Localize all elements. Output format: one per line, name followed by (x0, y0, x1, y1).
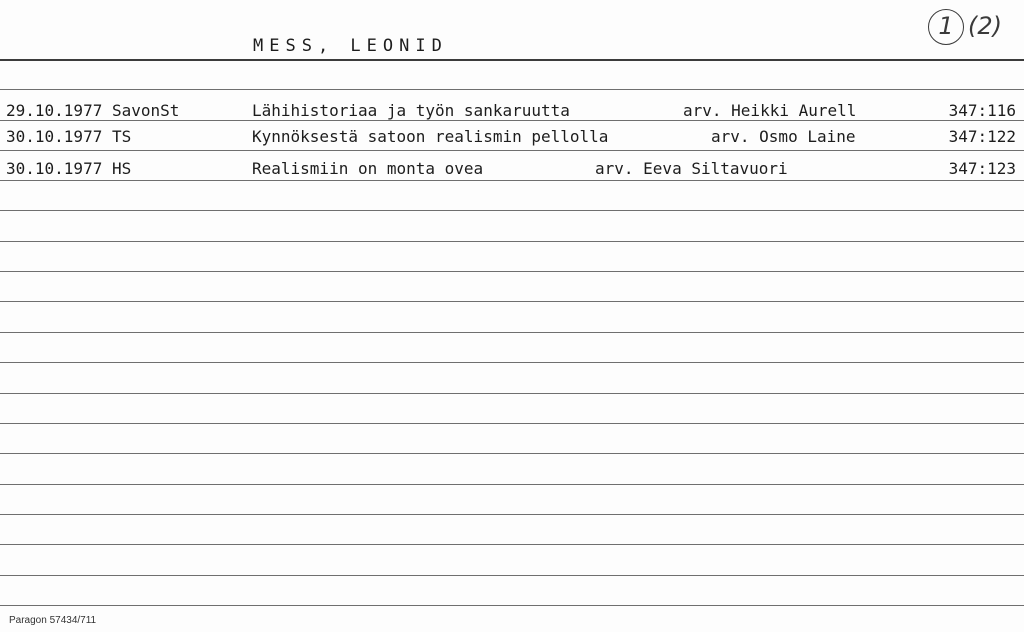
ruled-line (0, 332, 1024, 333)
ruled-line (0, 271, 1024, 272)
card-heading-name: MESS, LEONID (253, 36, 448, 56)
entry-source: HS (111, 159, 132, 178)
entry-date-source (6, 127, 131, 146)
entry-source: TS (111, 127, 132, 146)
entry-code: 347:123 (948, 159, 1016, 178)
ruled-line (0, 210, 1024, 211)
header-rule (0, 59, 1024, 61)
ruled-line (0, 544, 1024, 545)
ruled-line (0, 605, 1024, 606)
entry-code: 347:122 (948, 127, 1016, 146)
ruled-line (0, 575, 1024, 576)
entry-row (0, 159, 1024, 183)
entry-source: SavonSt (111, 101, 180, 120)
entry-date: 30.10.1977 (6, 159, 103, 178)
entry-date-source (6, 159, 131, 178)
entry-reviewer: arv. Heikki Aurell (683, 101, 857, 120)
entry-date: 29.10.1977 (6, 101, 103, 120)
entry-row (0, 127, 1024, 151)
entry-title: Realismiin on monta ovea (252, 159, 484, 178)
ruled-line (0, 241, 1024, 242)
ruled-line (0, 453, 1024, 454)
entry-title: Lähihistoriaa ja työn sankaruutta (252, 101, 570, 120)
ruled-line (0, 393, 1024, 394)
ruled-line (0, 514, 1024, 515)
entry-date: 30.10.1977 (6, 127, 103, 146)
entry-title: Kynnöksestä satoon realismin pellolla (252, 127, 609, 146)
printer-imprint: Paragon 57434/711 (9, 615, 97, 626)
ruled-line (0, 423, 1024, 424)
entry-reviewer: arv. Eeva Siltavuori (595, 159, 788, 178)
ruled-line (0, 362, 1024, 363)
ruled-line (0, 301, 1024, 302)
entry-reviewer: arv. Osmo Laine (711, 127, 856, 146)
ruled-line (0, 89, 1024, 90)
ruled-line (0, 484, 1024, 485)
other-page-number: (2) (968, 12, 1002, 40)
entry-row (0, 101, 1024, 125)
entry-code: 347:116 (948, 101, 1016, 120)
entry-date-source (6, 101, 179, 120)
current-page-number: 1 (928, 9, 964, 45)
page-number-marks (924, 6, 1019, 48)
